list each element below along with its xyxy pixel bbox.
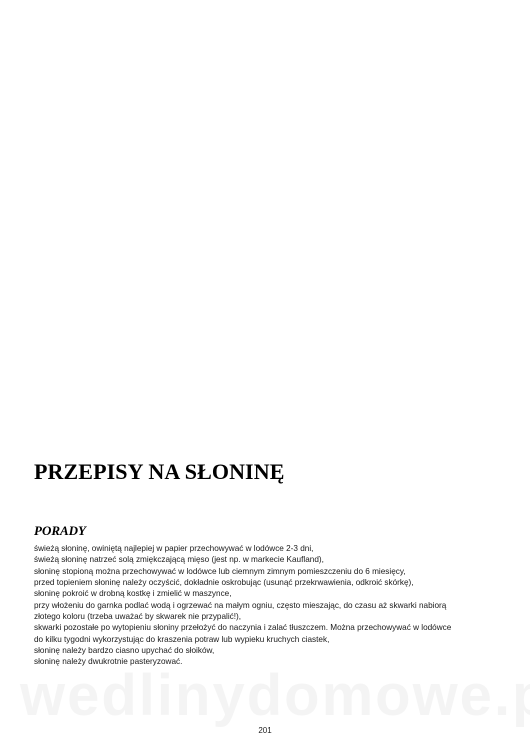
tip-line: słoninę pokroić w drobną kostkę i zmielić w maszynce,	[34, 589, 232, 599]
tip-line: przy włożeniu do garnka podlać wodą i ogrzewać na małym ogniu, często mieszając, do czasu aż skwarki nabiorą	[34, 600, 447, 610]
tip-line: słoninę należy bardzo ciasno upychać do słoików,	[34, 646, 215, 656]
tip-line: świeżą słoninę natrzeć solą zmiękczającą mięso (jest np. w markecie Kaufland),	[34, 555, 324, 565]
tip-line: skwarki pozostałe po wytopieniu słoniny przełożyć do naczynia i zalać tłuszczem. Można przechowywać w lodówce	[34, 623, 452, 633]
tip-line: słoninę stopioną można przechowywać w lodówce lub ciemnym zimnym pomieszczeniu do 6 miesięcy,	[34, 566, 406, 576]
tip-line: złotego koloru (trzeba uważać by skwarek nie przypalić!),	[34, 612, 242, 622]
tip-line: świeżą słoninę, owiniętą najlepiej w papier przechowywać w lodówce 2-3 dni,	[34, 544, 314, 553]
tips-list	[34, 543, 504, 668]
tip-line: przed topieniem słoninę należy oczyścić, dokładnie oskrobując (usunąć przekrwawienia, odkroić skórkę),	[34, 578, 414, 588]
page-title: PRZEPISY NA SŁONINĘ	[34, 459, 285, 484]
section-heading: PORADY	[34, 523, 86, 538]
page-number: 201	[258, 726, 272, 735]
watermark	[20, 662, 520, 729]
tip-line: do kilku tygodni wykorzystując do kraszenia potraw lub wypieku kruchych ciastek,	[34, 634, 330, 644]
tip-line: słoninę należy dwukrotnie pasteryzować.	[34, 657, 183, 667]
